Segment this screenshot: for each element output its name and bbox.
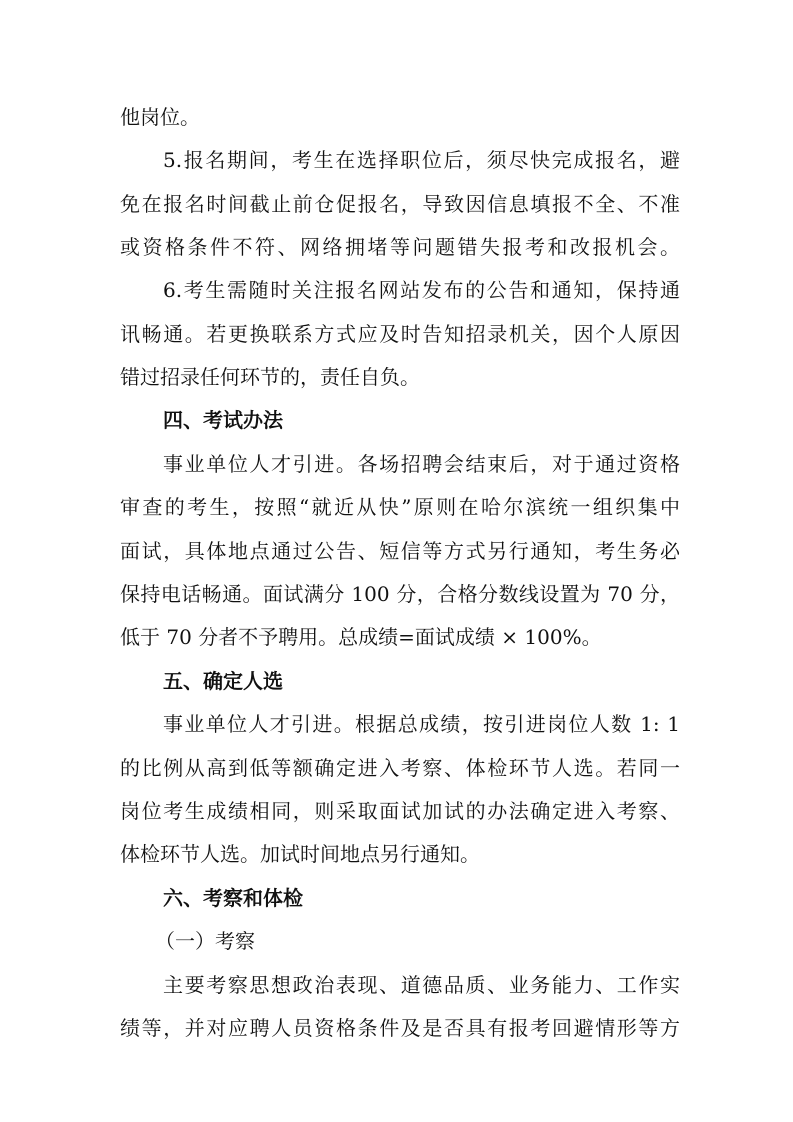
text-line: 事业单位人才引进。各场招聘会结束后，对于通过资格 — [163, 452, 680, 476]
section-heading: 四、考试办法 — [163, 408, 283, 432]
text-line: 讯畅通。若更换联系方式应及时告知招录机关，因个人原因 — [120, 322, 680, 346]
text-line: 免在报名时间截止前仓促报名，导致因信息填报不全、不准 — [120, 192, 680, 216]
text-line: 低于 70 分者不予聘用。总成绩=面试成绩 × 100%。 — [120, 625, 602, 649]
text-line: 审查的考生，按照“就近从快”原则在哈尔滨统一组织集中 — [120, 495, 680, 519]
text-line: 面试，具体地点通过公告、短信等方式另行通知，考生务必 — [120, 539, 680, 563]
text-line: 保持电话畅通。面试满分 100 分，合格分数线设置为 70 分， — [120, 582, 680, 606]
section-heading: 五、确定人选 — [163, 669, 283, 693]
text-line: 岗位考生成绩相同，则采取面试加试的办法确定进入考察、 — [120, 799, 680, 823]
text-line: 主要考察思想政治表现、道德品质、业务能力、工作实 — [163, 973, 680, 997]
text-line: 的比例从高到低等额确定进入考察、体检环节人选。若同一 — [120, 756, 680, 780]
section-heading: 六、考察和体检 — [163, 886, 303, 910]
subsection-heading: （一）考察 — [155, 929, 255, 953]
text-line: 事业单位人才引进。根据总成绩，按引进岗位人数 1: 1 — [163, 712, 680, 736]
text-line: 绩等，并对应聘人员资格条件及是否具有报考回避情形等方 — [120, 1016, 680, 1040]
text-line: 6.考生需随时关注报名网站发布的公告和通知，保持通 — [163, 278, 680, 302]
text-line: 体检环节人选。加试时间地点另行通知。 — [120, 842, 480, 866]
text-line: 错过招录任何环节的，责任自负。 — [120, 365, 420, 389]
text-line: 或资格条件不符、网络拥堵等问题错失报考和改报机会。 — [120, 235, 680, 259]
text-line: 5.报名期间，考生在选择职位后，须尽快完成报名，避 — [163, 148, 680, 172]
text-line: 他岗位。 — [120, 105, 200, 129]
